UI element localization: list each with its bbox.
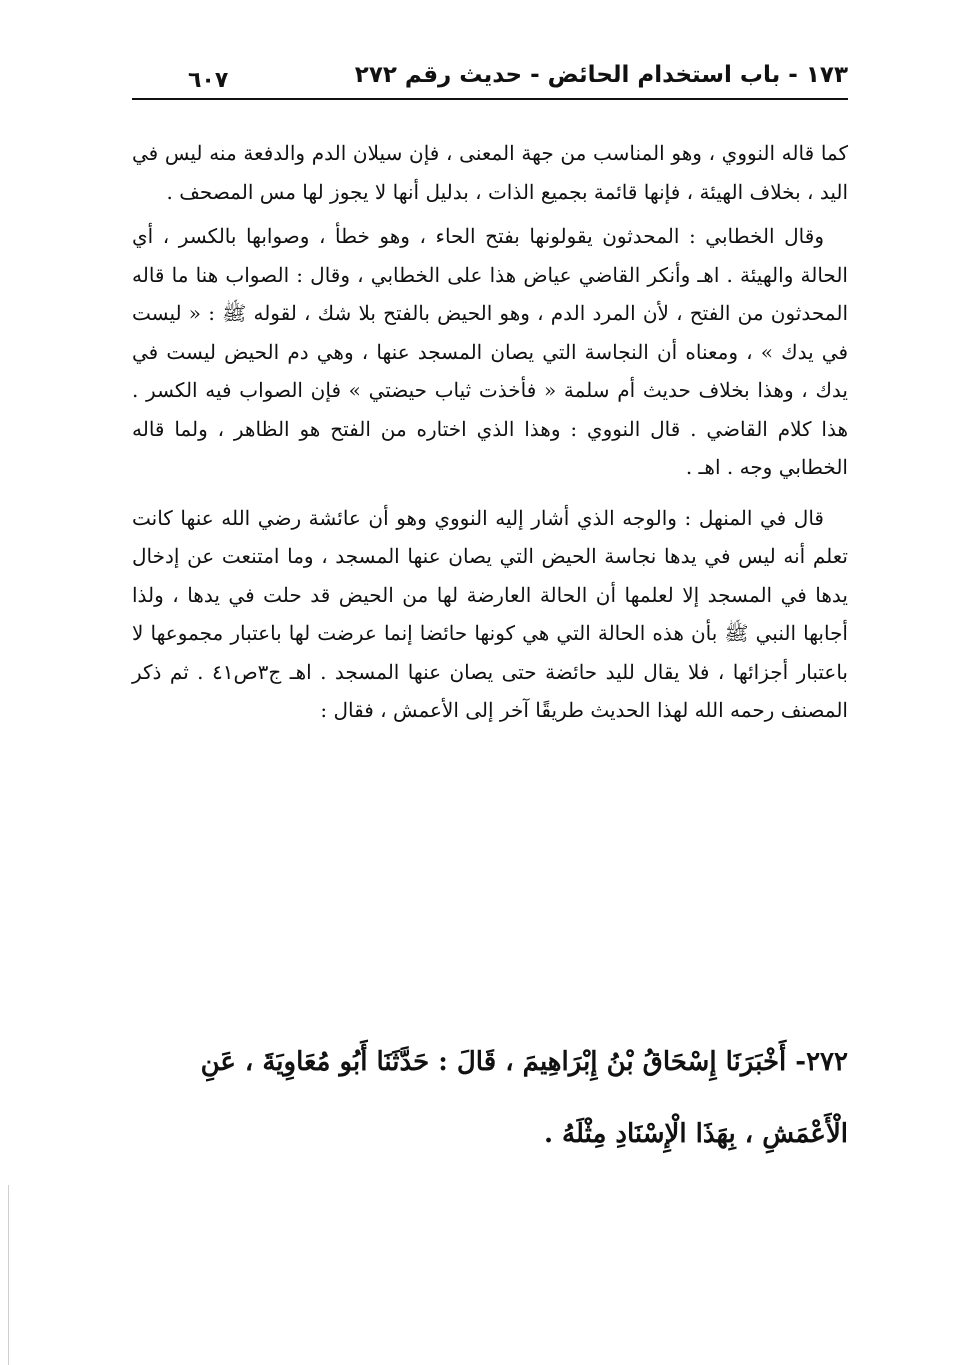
page-number-block bbox=[132, 68, 252, 102]
paragraph-3: قال في المنهل : والوجه الذي أشار إليه النووي وهو أن عائشة رضي الله عنها كانت تعلم أنه ليس في يدها نجاسة الحيض التي يصان عنها المسجد ، وما امتنعت عن إدخال يدها في المسجد إلا لعلمها أن الحالة العارضة لها من الحيض قد حلت في يدها ، ولذا أجابها النبي ﷺ بأن هذه الحالة التي هي كونها حائضا إنما عرضت لها باعتبار مجموعها لا باعتبار أجزائها ، فلا يقال لليد حائضة حتى يصان عنها المسجد . اهـ ج٣ص٤١ . ثم ذكر المصنف رحمه الله لهذا الحديث طريقًا آخر إلى الأعمش ، فقال : bbox=[132, 505, 848, 722]
paragraph-1: كما قاله النووي ، وهو المناسب من جهة المعنى ، فإن سيلان الدم والدفعة منه ليس في اليد ، بخلاف الهيئة ، فإنها قائمة بجميع الذات ، بدليل أنها لا يجوز لها مس المصحف . bbox=[132, 141, 848, 204]
hadith-line-2: الْأَعْمَشِ ، بِهَذَا الْإِسْنَادِ مِثْلَهُ . bbox=[543, 1119, 848, 1149]
scan-edge-line bbox=[8, 1185, 9, 1365]
running-header bbox=[132, 62, 848, 102]
page-number: ٦٠٧ bbox=[188, 68, 229, 93]
hadith-text bbox=[132, 1026, 848, 1170]
header-rule bbox=[132, 98, 848, 100]
commentary-body bbox=[132, 134, 848, 730]
chapter-title: ١٧٣ - باب استخدام الحائض - حديث رقم ٢٧٢ bbox=[354, 62, 848, 88]
hadith-line-1: ٢٧٢- أَخْبَرَنَا إِسْحَاقُ بْنُ إِبْرَاهِيمَ ، قَالَ : حَدَّثَنَا أَبُو مُعَاوِيَةَ ، عَنِ bbox=[200, 1047, 848, 1077]
paragraph-2: وقال الخطابي : المحدثون يقولونها بفتح الحاء ، وهو خطأ ، وصوابها بالكسر ، أي الحالة والهيئة . اهـ وأنكر القاضي عياض هذا على الخطابي ، وقال : الصواب هنا ما قاله المحدثون من الفتح ، لأن المرد الدم ، وهو الحيض بالفتح بلا شك ، لقوله ﷺ : « ليست في يدك » ، ومعناه أن النجاسة التي يصان المسجد عنها ، وهي دم الحيض ليست في يدك ، وهذا بخلاف حديث أم سلمة « فأخذت ثياب حيضتي » فإن الصواب فيه الكسر . هذا كلام القاضي . قال النووي : وهذا الذي اختاره من الفتح هو الظاهر ، ولما قاله الخطابي وجه . اهـ . bbox=[132, 224, 848, 479]
